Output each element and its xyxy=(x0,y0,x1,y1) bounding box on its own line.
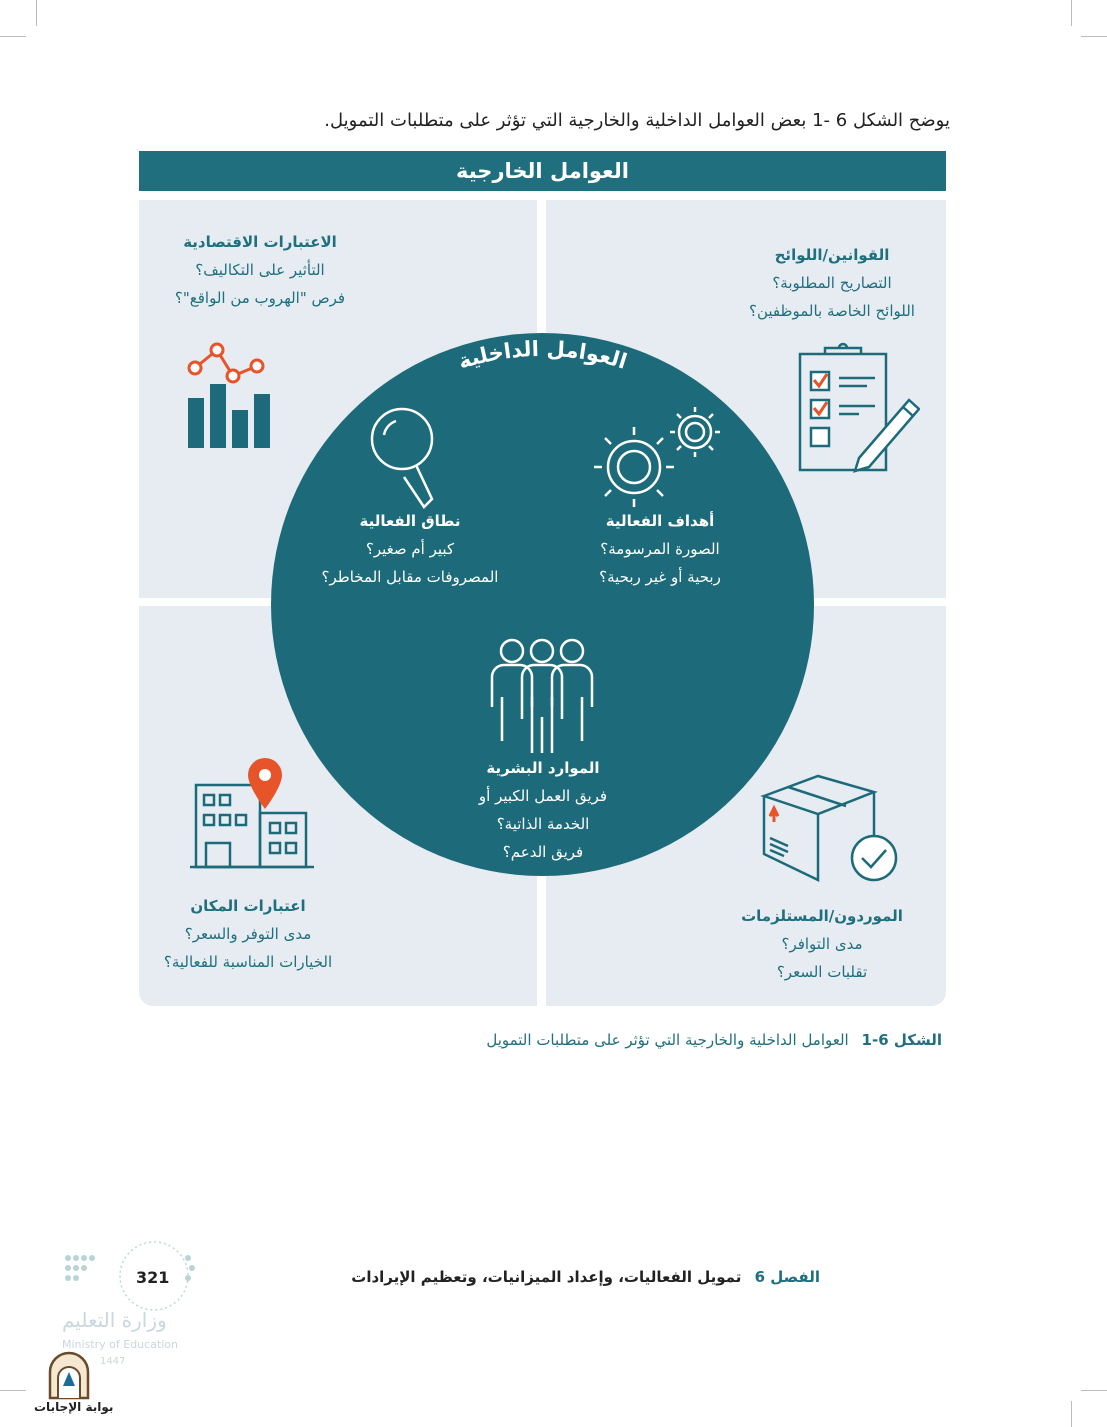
scope-line-2: المصروفات مقابل المخاطر؟ xyxy=(321,568,499,586)
portal-logo-icon xyxy=(46,1350,92,1400)
suppliers-line-2: تقلبات السعر؟ xyxy=(776,963,868,981)
people-icon xyxy=(486,637,598,755)
figure-caption xyxy=(400,1031,942,1049)
figure-caption-text: العوامل الداخلية والخارجية التي تؤثر على متطلبات التمويل xyxy=(486,1031,849,1049)
ministry-arabic: وزارة التعليم xyxy=(62,1308,167,1332)
scope-title: نطاق الفعالية xyxy=(359,512,461,530)
circle-title-arc xyxy=(271,333,814,453)
goals-title: أهداف الفعالية xyxy=(605,512,715,530)
laws-factor xyxy=(702,241,962,325)
external-factors-banner xyxy=(139,151,946,191)
hr-factor xyxy=(418,754,668,866)
hr-line-1: فريق العمل الكبير أو xyxy=(478,787,608,805)
hr-line-2: الخدمة الذاتية؟ xyxy=(496,815,590,833)
location-line-1: مدى التوفر والسعر؟ xyxy=(184,925,312,943)
crop-mark xyxy=(1071,1401,1072,1427)
building-location-icon xyxy=(188,755,318,870)
page-footer xyxy=(300,1268,820,1286)
economic-factor xyxy=(130,228,390,312)
gears-icon xyxy=(592,405,724,510)
crop-mark xyxy=(1081,36,1107,37)
scope-factor xyxy=(285,507,535,591)
banner-title: العوامل الخارجية xyxy=(456,159,629,183)
intro-paragraph: يوضح الشكل 6 -1 بعض العوامل الداخلية والخارجية التي تؤثر على متطلبات التمويل. xyxy=(324,110,950,131)
goals-factor xyxy=(535,507,785,591)
bar-chart-icon xyxy=(183,340,275,450)
laws-title: القوانين/اللوائح xyxy=(774,246,890,264)
economic-line-2: فرص "الهروب من الواقع"؟ xyxy=(174,289,346,307)
chapter-label: الفصل 6 xyxy=(754,1268,820,1286)
page-number: 321 xyxy=(136,1268,170,1287)
location-factor xyxy=(118,892,378,976)
hr-title: الموارد البشرية xyxy=(486,759,600,777)
crop-mark xyxy=(0,1390,26,1391)
laws-line-2: اللوائح الخاصة بالموظفين؟ xyxy=(749,302,915,320)
laws-line-1: التصاريح المطلوبة؟ xyxy=(772,274,892,292)
scope-line-1: كبير أم صغير؟ xyxy=(365,540,455,558)
economic-title: الاعتبارات الاقتصادية xyxy=(183,233,337,251)
package-check-icon xyxy=(758,772,903,887)
crop-mark xyxy=(0,36,26,37)
svg-text:العوامل الداخلية xyxy=(455,337,630,374)
circle-title: العوامل الداخلية xyxy=(455,336,630,374)
crop-mark xyxy=(1071,0,1072,26)
ministry-logo-icon xyxy=(60,1236,200,1316)
chapter-title: تمويل الفعاليات، وإعداد الميزانيات، وتعظيم الإيرادات xyxy=(351,1268,742,1286)
magnifier-icon xyxy=(366,403,446,513)
crop-mark xyxy=(1081,1390,1107,1391)
economic-line-1: التأثير على التكاليف؟ xyxy=(195,261,325,279)
hr-line-3: فريق الدعم؟ xyxy=(502,843,584,861)
figure-label: الشكل 6-1 xyxy=(861,1031,942,1049)
suppliers-title: الموردون/المستلزمات xyxy=(741,907,903,925)
goals-line-2: ربحية أو غير ربحية؟ xyxy=(599,568,721,586)
suppliers-factor xyxy=(692,902,952,986)
ministry-year: 1447 xyxy=(100,1356,126,1367)
crop-mark xyxy=(36,0,37,26)
goals-line-1: الصورة المرسومة؟ xyxy=(600,540,720,558)
portal-name: بوابة الإجابات xyxy=(34,1400,114,1414)
ministry-english: Ministry of Education xyxy=(62,1338,179,1351)
location-title: اعتبارات المكان xyxy=(190,897,306,915)
location-line-2: الخيارات المناسبة للفعالية؟ xyxy=(163,953,333,971)
suppliers-line-1: مدى التوافر؟ xyxy=(781,935,863,953)
